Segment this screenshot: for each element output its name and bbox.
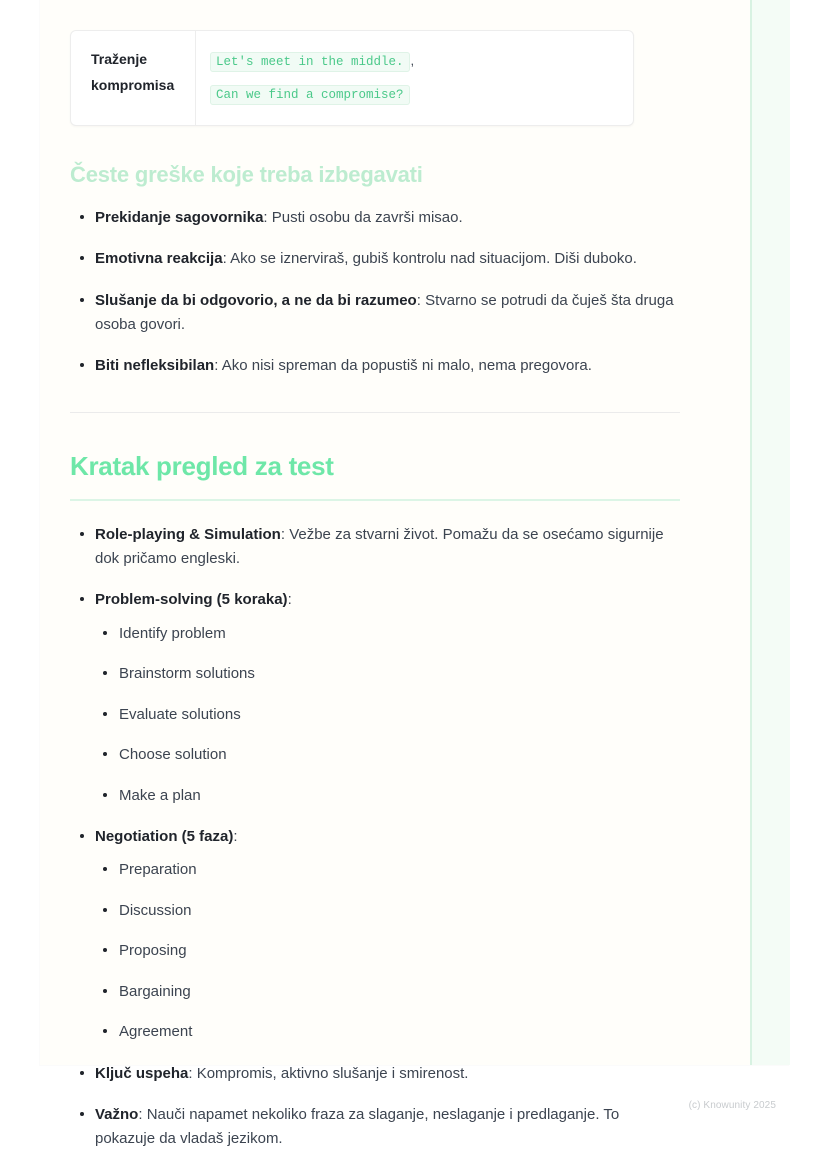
list-item-text: :: [233, 828, 238, 846]
phrase-separator: ,: [410, 53, 415, 68]
list-item: Make a plan: [95, 785, 680, 808]
list-item-lead: Slušanje da bi odgovorio, a ne da bi razumeo: [95, 291, 417, 309]
problem-steps-list: [95, 623, 680, 808]
list-item-text: : Nauči napamet nekoliko fraza za slaganje, neslaganje i predlaganje. To pokazuje da vladaš jezikom.: [95, 1106, 620, 1148]
list-item-lead: Ključ uspeha: [95, 1064, 189, 1082]
list-item-lead: Važno: [95, 1106, 139, 1124]
list-item-text: : Ako nisi spreman da popustiš ni malo, nema pregovora.: [214, 357, 592, 375]
heading-underline: [70, 499, 680, 501]
list-item: [70, 523, 680, 572]
phrase-chip: Let's meet in the middle.: [210, 52, 410, 72]
list-item-text: : Ako se iznerviraš, gubiš kontrolu nad situacijom. Diši duboko.: [222, 250, 637, 268]
list-item: [70, 247, 680, 271]
footer-copyright: (c) Knowunity 2025: [688, 1100, 776, 1111]
list-item-text: :: [287, 591, 292, 609]
list-item: Evaluate solutions: [95, 704, 680, 727]
phrase-table: [70, 30, 634, 126]
page-right-accent-band: [750, 0, 790, 1065]
list-item: [70, 354, 680, 378]
list-item-lead: Emotivna reakcija: [95, 250, 223, 268]
list-item: Identify problem: [95, 623, 680, 646]
list-item-text: : Kompromis, aktivno slušanje i smirenost.: [188, 1064, 469, 1082]
list-item: [70, 825, 680, 1044]
table-row-label: Traženje kompromisa: [71, 31, 196, 125]
section-heading-review: Kratak pregled za test: [70, 451, 334, 482]
mistakes-list: [70, 206, 680, 378]
list-item-lead: Negotiation (5 faza): [95, 828, 234, 846]
list-item-text: : Stvarno se potrudi da čuješ šta druga osoba govori.: [95, 291, 674, 333]
list-item-text: : Vežbe za stvarni život. Pomažu da se osećamo sigurnije dok pričamo engleski.: [95, 525, 664, 567]
content-column: [70, 0, 680, 1169]
review-list: [70, 523, 680, 1152]
list-item: Bargaining: [95, 981, 680, 1004]
list-item-text: : Pusti osobu da završi misao.: [263, 208, 463, 226]
list-item-lead: Problem-solving (5 koraka): [95, 591, 288, 609]
list-item: Choose solution: [95, 744, 680, 767]
list-item: [70, 1062, 680, 1086]
section-divider: [70, 412, 680, 413]
list-item-lead: Role-playing & Simulation: [95, 525, 281, 543]
phrase-chip: Can we find a compromise?: [210, 85, 410, 105]
list-item: Preparation: [95, 859, 680, 882]
list-item-lead: Prekidanje sagovornika: [95, 208, 264, 226]
list-item: [70, 206, 680, 230]
list-item: Proposing: [95, 940, 680, 963]
negotiation-steps-list: [95, 859, 680, 1044]
list-item: Discussion: [95, 900, 680, 923]
section-heading-mistakes: Česte greške koje treba izbegavati: [70, 161, 423, 187]
table-row-phrases: [196, 31, 633, 125]
list-item: Brainstorm solutions: [95, 663, 680, 686]
list-item: [70, 289, 680, 338]
list-item: Agreement: [95, 1021, 680, 1044]
list-item-lead: Biti nefleksibilan: [95, 357, 215, 375]
list-item: [70, 588, 680, 807]
